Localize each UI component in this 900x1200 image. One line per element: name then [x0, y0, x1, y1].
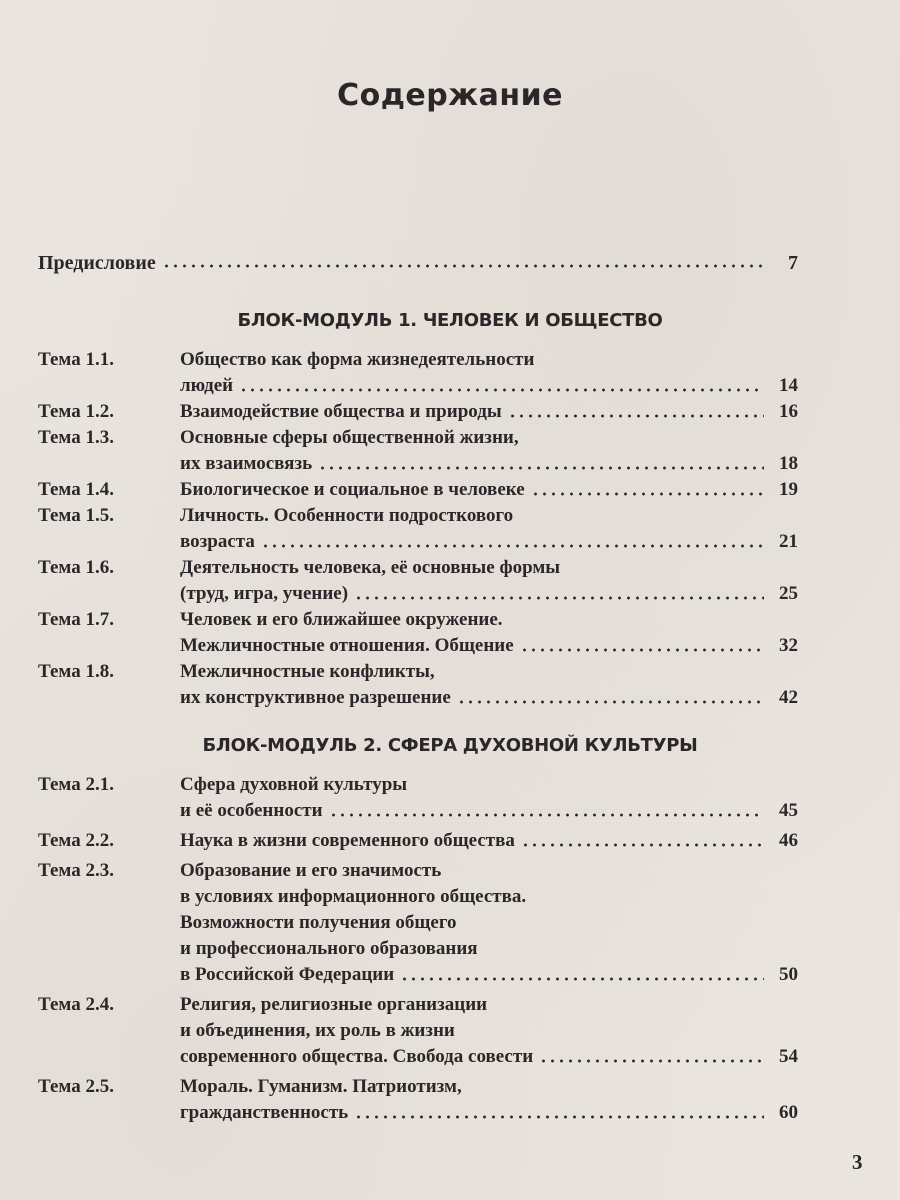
topic-title-line: [180, 798, 798, 824]
dot-leader: [531, 491, 764, 497]
topic-line-text: людей: [180, 375, 234, 396]
page-ref: 60: [779, 1102, 798, 1123]
topic-title-line: [180, 529, 798, 555]
topic-title-line: [180, 581, 798, 607]
dot-leader: [521, 842, 764, 848]
dot-leader: [354, 1114, 764, 1120]
topic-title-line: [180, 503, 798, 529]
topic-title: [180, 477, 798, 503]
dot-leader: [457, 699, 764, 705]
toc-entry: [38, 992, 798, 1070]
toc-entry: [38, 1074, 798, 1126]
topic-line-text: современного общества. Свобода совести: [180, 1046, 534, 1067]
page-ref: 45: [779, 800, 798, 821]
topic-title: [180, 828, 798, 854]
topic-number: Тема 2.1.: [38, 774, 114, 795]
page-ref: 42: [779, 687, 798, 708]
topic-number: Тема 1.6.: [38, 557, 114, 578]
topic-line-text: возраста: [180, 531, 255, 552]
toc-list-block-1: [38, 347, 798, 711]
toc-entry: [38, 858, 798, 988]
toc-entry: [38, 347, 798, 399]
topic-line-text: Межличностные конфликты,: [180, 661, 435, 682]
topic-title: [180, 503, 798, 555]
page-ref: 19: [779, 479, 798, 500]
toc-entry-preface: [38, 252, 798, 275]
topic-title: [180, 425, 798, 477]
dot-leader: [508, 413, 764, 419]
toc-list-block-2: [38, 772, 798, 1126]
topic-number: Тема 2.3.: [38, 860, 114, 881]
topic-title-line: [180, 399, 798, 425]
toc-entry: [38, 772, 798, 824]
topic-line-text: и профессионального образования: [180, 938, 478, 959]
page-ref: 14: [779, 375, 798, 396]
topic-title-line: [180, 347, 798, 373]
topic-line-text: Межличностные отношения. Общение: [180, 635, 514, 656]
dot-leader: [520, 647, 764, 653]
page-title: Содержание: [337, 78, 563, 113]
topic-number: Тема 2.4.: [38, 994, 114, 1015]
topic-title-line: [180, 373, 798, 399]
topic-line-text: Взаимодействие общества и природы: [180, 401, 502, 422]
toc-entry: [38, 828, 798, 854]
topic-line-text: (труд, игра, учение): [180, 583, 349, 604]
dot-leader: [354, 595, 764, 601]
toc-entry: [38, 503, 798, 555]
topic-number: Тема 1.1.: [38, 349, 114, 370]
topic-line-text: Сфера духовной культуры: [180, 774, 408, 795]
toc-entry: [38, 425, 798, 477]
dot-leader: [318, 465, 764, 471]
topic-title-line: [180, 858, 798, 884]
topic-title-line: [180, 884, 798, 910]
topic-title-line: [180, 962, 798, 988]
topic-title-line: [180, 685, 798, 711]
topic-line-text: Религия, религиозные организации: [180, 994, 488, 1015]
topic-title-line: [180, 477, 798, 503]
topic-title: [180, 992, 798, 1070]
topic-title-line: [180, 633, 798, 659]
topic-line-text: Общество как форма жизнедеятельности: [180, 349, 535, 370]
topic-title-line: [180, 828, 798, 854]
topic-title-line: [180, 992, 798, 1018]
topic-line-text: их взаимосвязь: [180, 453, 313, 474]
topic-title-line: [180, 555, 798, 581]
toc-entry: [38, 607, 798, 659]
topic-title: [180, 1074, 798, 1126]
topic-number: Тема 1.2.: [38, 401, 114, 422]
page-number: 3: [852, 1150, 863, 1174]
dot-leader: [261, 543, 764, 549]
topic-number: Тема 2.5.: [38, 1076, 114, 1097]
page-ref: 46: [779, 830, 798, 851]
topic-number: Тема 1.4.: [38, 479, 114, 500]
page-ref: 32: [779, 635, 798, 656]
topic-line-text: Образование и его значимость: [180, 860, 442, 881]
toc-entry: [38, 399, 798, 425]
dot-leader: [400, 976, 764, 982]
topic-line-text: Основные сферы общественной жизни,: [180, 427, 519, 448]
topic-title: [180, 347, 798, 399]
dot-leader: [329, 812, 764, 818]
page-ref: 18: [779, 453, 798, 474]
page-ref: 16: [779, 401, 798, 422]
topic-line-text: Наука в жизни современного общества: [180, 830, 515, 851]
topic-title: [180, 607, 798, 659]
topic-title: [180, 659, 798, 711]
topic-line-text: гражданственность: [180, 1102, 349, 1123]
topic-title: [180, 555, 798, 607]
topic-number: Тема 2.2.: [38, 830, 114, 851]
topic-line-text: Мораль. Гуманизм. Патриотизм,: [180, 1076, 462, 1097]
topic-title: [180, 399, 798, 425]
page-ref: 54: [779, 1046, 798, 1067]
topic-line-text: и её особенности: [180, 800, 323, 821]
topic-line-text: их конструктивное разрешение: [180, 687, 451, 708]
topic-title-line: [180, 772, 798, 798]
topic-title-line: [180, 1018, 798, 1044]
page-ref: 21: [779, 531, 798, 552]
topic-line-text: в условиях информационного общества.: [180, 886, 527, 907]
topic-line-text: и объединения, их роль в жизни: [180, 1020, 455, 1041]
dot-leader: [239, 387, 764, 393]
topic-title-line: [180, 936, 798, 962]
toc-entry: [38, 555, 798, 607]
page-ref: 7: [788, 252, 798, 274]
preface-label: Предисловие: [38, 252, 156, 274]
topic-line-text: Возможности получения общего: [180, 912, 457, 933]
topic-line-text: в Российской Федерации: [180, 964, 395, 985]
dot-leader: [539, 1058, 764, 1064]
block-heading-1: БЛОК-МОДУЛЬ 1. ЧЕЛОВЕК И ОБЩЕСТВО: [237, 310, 663, 331]
toc-entry: [38, 659, 798, 711]
topic-title: [180, 858, 798, 988]
page-ref: 25: [779, 583, 798, 604]
topic-title-line: [180, 451, 798, 477]
topic-title: [180, 772, 798, 824]
topic-line-text: Биологическое и социальное в человеке: [180, 479, 525, 500]
topic-title-line: [180, 1074, 798, 1100]
topic-title-line: [180, 607, 798, 633]
topic-title-line: [180, 659, 798, 685]
block-heading-2: БЛОК-МОДУЛЬ 2. СФЕРА ДУХОВНОЙ КУЛЬТУРЫ: [202, 735, 698, 756]
topic-number: Тема 1.7.: [38, 609, 114, 630]
topic-line-text: Деятельность человека, её основные формы: [180, 557, 561, 578]
topic-title-line: [180, 425, 798, 451]
dot-leader: [162, 263, 764, 269]
topic-number: Тема 1.5.: [38, 505, 114, 526]
topic-line-text: Личность. Особенности подросткового: [180, 505, 514, 526]
topic-title-line: [180, 1044, 798, 1070]
topic-number: Тема 1.8.: [38, 661, 114, 682]
topic-title-line: [180, 910, 798, 936]
topic-title-line: [180, 1100, 798, 1126]
toc-entry: [38, 477, 798, 503]
topic-line-text: Человек и его ближайшее окружение.: [180, 609, 503, 630]
topic-number: Тема 1.3.: [38, 427, 114, 448]
page-ref: 50: [779, 964, 798, 985]
